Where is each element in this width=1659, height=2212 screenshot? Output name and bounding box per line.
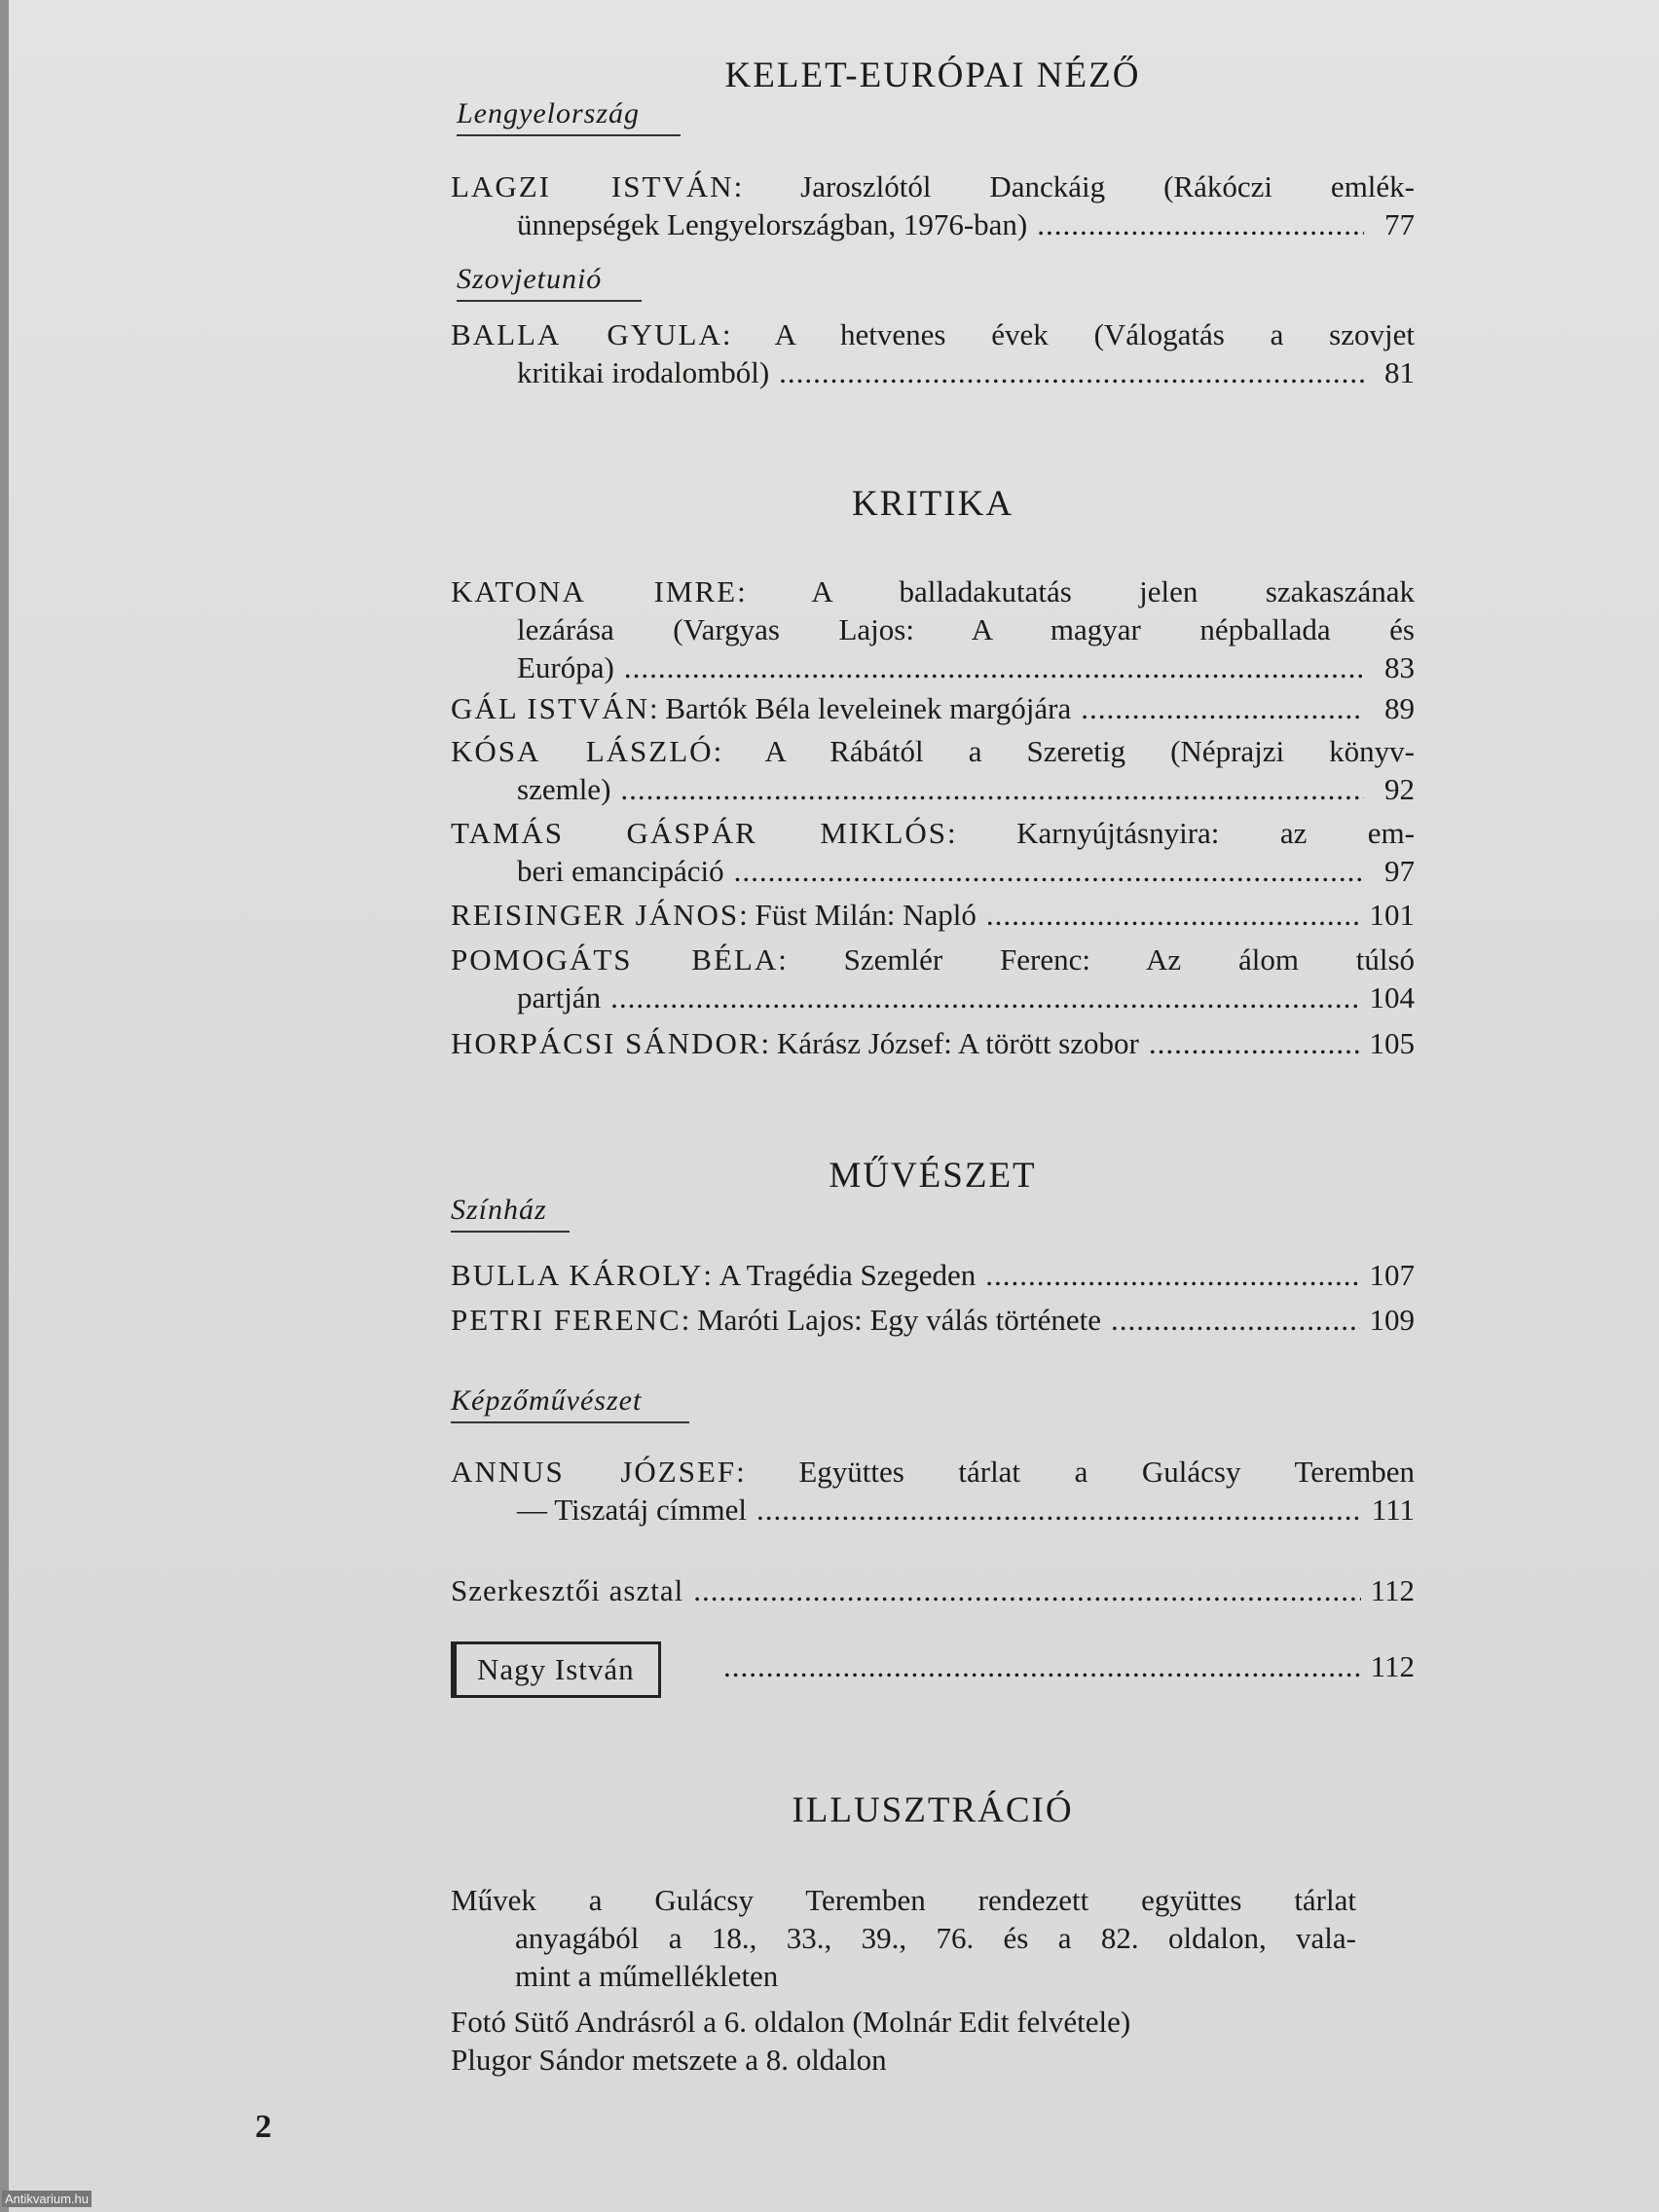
leader-dots — [620, 770, 1364, 808]
illustration-line: Fotó Sütő Andrásról a 6. oldalon (Molnár Edit felvétele) — [451, 2005, 1131, 2039]
entry-title-cont: beri emancipáció — [517, 854, 724, 888]
page-ref: 107 — [1369, 1258, 1415, 1292]
entry-title-cont: kritikai irodalomból) — [517, 355, 770, 389]
leader-dots — [1081, 689, 1364, 727]
entry-title-cont: lezárása (Vargyas Lajos: A magyar népballada és — [517, 612, 1415, 646]
entry-author: BULLA KÁROLY — [451, 1258, 704, 1292]
toc-entry-katona: KATONA IMRE: A balladakutatás jelen szakaszának lezárása (Vargyas Lajos: A magyar népballada és Európa) ..... 83 — [451, 572, 1415, 686]
leader-dots — [985, 1256, 1359, 1294]
section-title-muveszet: MŰVÉSZET — [829, 1156, 1037, 1196]
illustration-line: mint a műmellékleten — [515, 1959, 779, 1993]
page-ref: 81 — [1384, 355, 1415, 389]
leader-dots — [693, 1571, 1360, 1609]
illustration-line: Művek a Gulácsy Teremben rendezett együttes tárlat — [451, 1883, 1356, 1917]
page-ref: 77 — [1384, 207, 1415, 241]
entry-title: Füst Milán: Napló — [755, 898, 977, 932]
entry-author: GÁL ISTVÁN — [451, 691, 649, 725]
entry-title: A Tragédia Szegeden — [719, 1258, 977, 1292]
section-title-kritika: KRITIKA — [851, 484, 1014, 524]
leader-dots — [986, 896, 1360, 934]
toc-entry-nagy — [723, 1647, 1415, 1685]
toc-entry-reisinger: REISINGER JÁNOS : Füst Milán: Napló ..... 101 — [451, 896, 1415, 934]
leader-dots — [779, 353, 1364, 391]
toc-entry-balla: BALLA GYULA: A hetvenes évek (Válogatás a szovjet kritikai irodalomból) ..... 81 — [451, 315, 1415, 391]
section-title-kelet: KELET-EURÓPAI NÉZŐ — [724, 55, 1141, 95]
entry-title-cont: partján — [517, 980, 602, 1014]
illustration-line: Plugor Sándor metszete a 8. oldalon — [451, 2043, 887, 2077]
entry-title-cont: szemle) — [517, 772, 611, 806]
entry-title: Bartók Béla leveleinek margójára — [665, 691, 1072, 725]
toc-entry-petri: PETRI FERENC : Maróti Lajos: Egy válás története ..... 109 — [451, 1301, 1415, 1339]
entry-author: BALLA GYULA — [451, 317, 722, 351]
page-ref: 83 — [1384, 650, 1415, 684]
entry-author: KÓSA LÁSZLÓ — [451, 734, 714, 768]
leader-dots — [734, 852, 1364, 890]
toc-entry-kosa: KÓSA LÁSZLÓ: A Rábától a Szeretig (Néprajzi könyv- szemle) ..... 92 — [451, 732, 1415, 808]
page-ref: 112 — [1370, 1573, 1415, 1607]
illustration-notes — [451, 1881, 1356, 2079]
section-title-illusztracio: ILLUSZTRÁCIÓ — [792, 1790, 1074, 1830]
entry-title: A Rábától a Szeretig (Néprajzi könyv- — [764, 734, 1416, 768]
entry-title: Karnyújtásnyira: az em- — [1016, 816, 1415, 850]
entry-title: Együttes tárlat a Gulácsy Teremben — [798, 1455, 1415, 1489]
entry-author: REISINGER JÁNOS — [451, 898, 740, 932]
entry-title-cont: — Tiszatáj címmel — [517, 1493, 747, 1527]
toc-entry-tamas: TAMÁS GÁSPÁR MIKLÓS: Karnyújtásnyira: az em- beri emancipáció ..... 97 — [451, 814, 1415, 890]
toc-entry-gal: GÁL ISTVÁN : Bartók Béla leveleinek margójára ..... 89 — [451, 689, 1415, 727]
entry-title: Szerkesztői asztal — [451, 1573, 684, 1607]
leader-dots — [1149, 1024, 1360, 1062]
page-ref: 111 — [1371, 1493, 1415, 1527]
toc-entry-bulla: BULLA KÁROLY : A Tragédia Szegeden ..... 107 — [451, 1256, 1415, 1294]
toc-entry-szerkesztoi — [451, 1571, 1415, 1609]
leader-dots — [610, 978, 1359, 1016]
entry-title: Kárász József: A törött szobor — [776, 1026, 1139, 1060]
leader-dots — [1037, 205, 1364, 243]
entry-author: POMOGÁTS BÉLA — [451, 942, 779, 977]
entry-title: Szemlér Ferenc: Az álom túlsó — [843, 942, 1416, 977]
leader-dots — [1111, 1301, 1359, 1339]
page-ref: 112 — [1370, 1649, 1415, 1683]
entry-title: A hetvenes évek (Válogatás a szovjet — [774, 317, 1415, 351]
leader-dots — [723, 1647, 1361, 1685]
page-ref: 104 — [1369, 980, 1415, 1014]
page-edge — [0, 0, 9, 2212]
watermark: Antikvarium.hu — [2, 2191, 92, 2207]
entry-author: PETRI FERENC — [451, 1303, 682, 1337]
boxed-name-nagy-istvan: Nagy István — [451, 1641, 661, 1698]
toc-entry-pomogats: POMOGÁTS BÉLA: Szemlér Ferenc: Az álom túlsó partján ..... 104 — [451, 940, 1415, 1016]
entry-title: Jaroszlótól Danckáig (Rákóczi emlék- — [800, 169, 1415, 203]
illustration-line: anyagából a 18., 33., 39., 76. és a 82. oldalon, vala- — [515, 1921, 1356, 1955]
page-ref: 105 — [1369, 1026, 1415, 1060]
subhead-lengyelorszag: Lengyelország — [457, 97, 681, 136]
entry-author: HORPÁCSI SÁNDOR — [451, 1026, 761, 1060]
entry-title-cont: ünnepségek Lengyelországban, 1976-ban) — [517, 207, 1028, 241]
subhead-szinhaz: Színház — [451, 1194, 570, 1233]
entry-author: LAGZI ISTVÁN — [451, 169, 734, 203]
entry-title: Maróti Lajos: Egy válás története — [697, 1303, 1102, 1337]
page-number: 2 — [255, 2109, 272, 2145]
entry-author: KATONA IMRE — [451, 574, 738, 608]
entry-title-cont: Európa) — [517, 650, 614, 684]
subhead-szovjetunio: Szovjetunió — [457, 263, 642, 302]
toc-entry-annus: ANNUS JÓZSEF: Együttes tárlat a Gulácsy Teremben — Tiszatáj címmel ..... 111 — [451, 1453, 1415, 1529]
entry-author: TAMÁS GÁSPÁR MIKLÓS — [451, 816, 948, 850]
entry-title: A balladakutatás jelen szakaszának — [811, 574, 1416, 608]
page-ref: 101 — [1369, 898, 1415, 932]
toc-entry-horpacsi: HORPÁCSI SÁNDOR : Kárász József: A törött szobor ..... 105 — [451, 1024, 1415, 1062]
page-ref: 97 — [1384, 854, 1415, 888]
page-ref: 89 — [1384, 691, 1415, 725]
toc-entry-lagzi: LAGZI ISTVÁN: Jaroszlótól Danckáig (Rákóczi emlék- ünnepségek Lengyelországban, 1976-ban) ..... 77 — [451, 167, 1415, 243]
page-ref: 92 — [1384, 772, 1415, 806]
contents-column — [451, 0, 1415, 2212]
leader-dots — [624, 648, 1364, 686]
subhead-kepzomuveszet: Képzőművészet — [451, 1384, 689, 1423]
page-ref: 109 — [1369, 1303, 1415, 1337]
leader-dots — [756, 1491, 1362, 1529]
entry-author: ANNUS JÓZSEF — [451, 1455, 737, 1489]
